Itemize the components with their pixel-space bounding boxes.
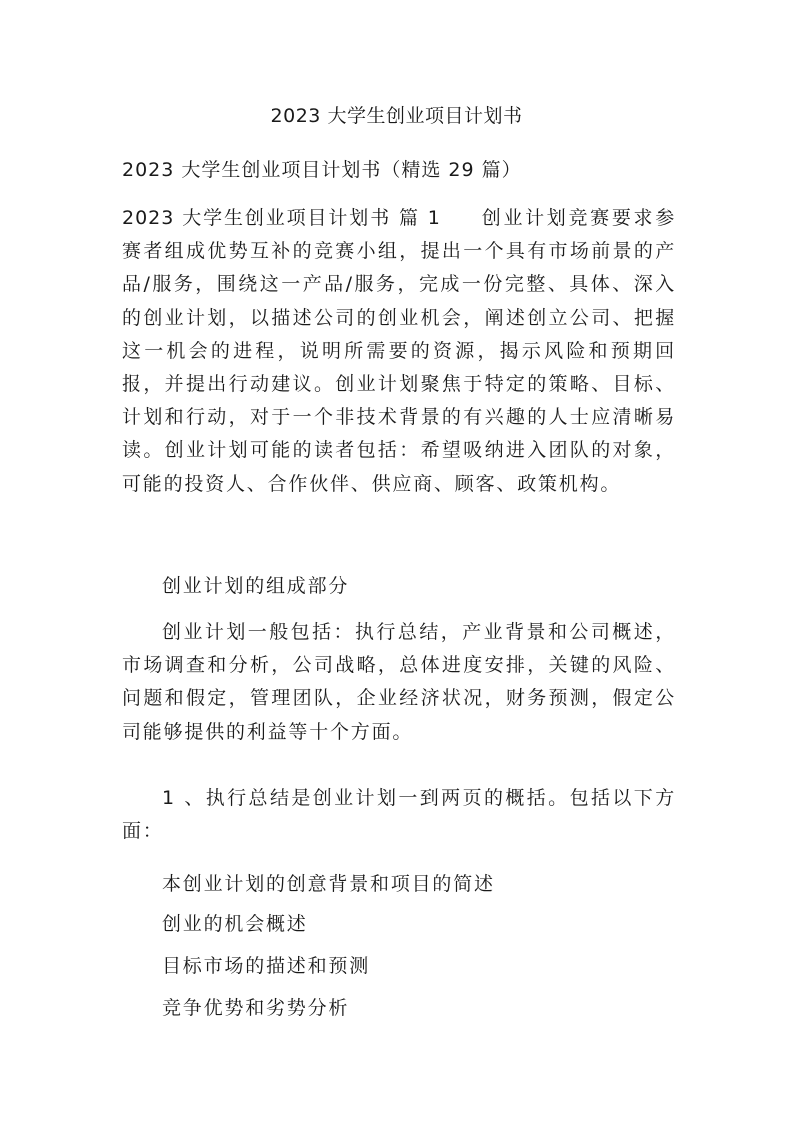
list-item: 目标市场的描述和预测 <box>162 955 371 977</box>
section-label: 2023 大学生创业项目计划书 篇 1 <box>122 207 441 229</box>
intro-paragraph <box>122 202 676 501</box>
components-paragraph: 创业计划一般包括：执行总结，产业背景和公司概述，市场调查和分析，公司战略，总体进度安排，关键的风险、问题和假定，管理团队，企业经济状况，财务预测，假定公司能够提供的利益等十个方面。 <box>122 621 676 743</box>
list-item: 本创业计划的创意背景和项目的简述 <box>162 873 495 895</box>
document-subtitle: 2023 大学生创业项目计划书（精选 29 篇） <box>122 159 522 181</box>
components-heading: 创业计划的组成部分 <box>162 575 350 597</box>
document-title: 2023 大学生创业项目计划书 <box>270 105 523 127</box>
exec-summary-paragraph: 1 、执行总结是创业计划一到两页的概括。包括以下方面： <box>122 787 676 843</box>
intro-text: 创业计划竞赛要求参赛者组成优势互补的竞赛小组，提出一个具有市场前景的产品/服务，围绕这一产品/服务，完成一份完整、具体、深入的创业计划，以描述公司的创业机会，阐述创立公司、把握这一机会的进程，说明所需要的资源，揭示风险和预期回报，并提出行动建议。创业计划聚焦于特定的策略、目标、计划和行动，对于一个非技术背景的有兴趣的人士应清晰易读。创业计划可能的读者包括：希望吸纳进入团队的对象，可能的投资人、合作伙伴、供应商、顾客、政策机构。 <box>122 207 677 495</box>
list-item: 竞争优势和劣势分析 <box>162 997 350 1019</box>
list-item: 创业的机会概述 <box>162 913 308 935</box>
